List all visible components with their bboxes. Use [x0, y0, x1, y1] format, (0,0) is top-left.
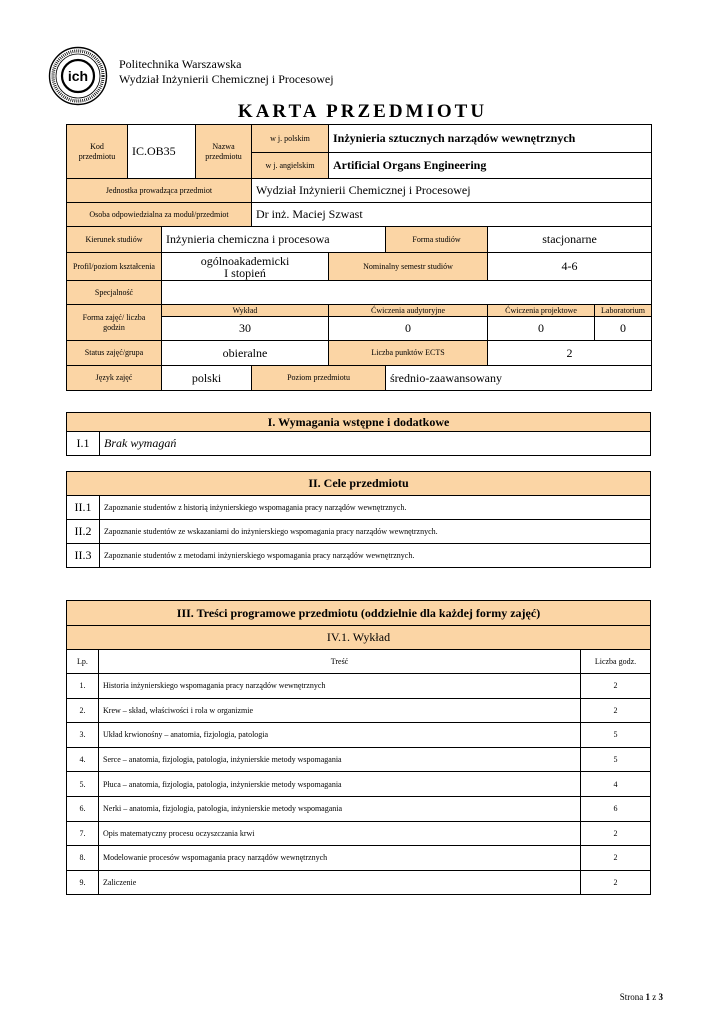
faculty-title: Wydział Inżynierii Chemicznej i Procesowej [119, 72, 334, 86]
row-text: Modelowanie procesów wspomagania pracy narządów wewnętrznych [99, 846, 581, 871]
kierunek-value: Inżynieria chemiczna i procesowa [162, 227, 386, 253]
poziom-label: Poziom przedmiotu [252, 366, 386, 391]
jezyk-label: Język zajęć [67, 366, 162, 391]
table-row [67, 821, 651, 846]
form-name-projektowe: Ćwiczenia projektowe [488, 305, 595, 317]
row-lp: 7. [67, 821, 99, 846]
forma-label: Forma studiów [386, 227, 488, 253]
footer-total: 3 [658, 992, 663, 1002]
goal-text: Zapoznanie studentów z historią inżynierskiego wspomagania pracy narządów wewnętrznych. [100, 496, 651, 520]
row-text: Opis matematyczny procesu oczyszczania krwi [99, 821, 581, 846]
ects-label: Liczba punktów ECTS [329, 341, 488, 366]
row-lp: 8. [67, 846, 99, 871]
form-name-audytoryjne: Ćwiczenia audytoryjne [329, 305, 488, 317]
kierunek-label: Kierunek studiów [67, 227, 162, 253]
content-rows [67, 674, 651, 895]
requirement-id: I.1 [67, 432, 100, 456]
footer-prefix: Strona [619, 992, 644, 1002]
goal-text: Zapoznanie studentów z metodami inżynierskiego wspomagania pracy narządów wewnętrznych. [100, 544, 651, 568]
specjalnosc-label: Specjalność [67, 281, 162, 305]
profil-value-1: ogólnoakademicki [200, 253, 290, 268]
semestr-label: Nominalny semestr studiów [329, 253, 488, 281]
page-footer [620, 992, 663, 1002]
row-hours: 6 [580, 796, 650, 821]
row-hours: 2 [580, 870, 650, 895]
page-title: KARTA PRZEDMIOTU [237, 101, 488, 122]
osoba-value: Dr inż. Maciej Szwast [252, 203, 652, 227]
row-lp: 2. [67, 698, 99, 723]
table-row [67, 772, 651, 797]
nazwa-label: Nazwa przedmiotu [196, 125, 252, 179]
row-text: Zaliczenie [99, 870, 581, 895]
specjalnosc-value [162, 281, 652, 305]
status-value: obieralne [162, 341, 329, 366]
row-text: Płuca – anatomia, fizjologia, patologia, inżynierskie metody wspomagania [99, 772, 581, 797]
jezyk-value: polski [162, 366, 252, 391]
osoba-label: Osoba odpowiedzialna za moduł/przedmiot [67, 203, 252, 227]
section-wymagania [66, 412, 651, 456]
forma-zajec-label: Forma zajęć/ liczba godzin [67, 305, 162, 341]
footer-page: 1 [645, 992, 650, 1002]
form-hours-laboratorium: 0 [595, 317, 652, 341]
goal-id: II.1 [67, 496, 100, 520]
goal-id: II.2 [67, 520, 100, 544]
jednostka-label: Jednostka prowadząca przedmiot [67, 179, 252, 203]
section-tresci [66, 600, 651, 895]
forma-value: stacjonarne [488, 227, 652, 253]
row-hours: 5 [580, 723, 650, 748]
row-lp: 4. [67, 747, 99, 772]
row-text: Historia inżynierskiego wspomagania pracy narządów wewnętrznych [99, 674, 581, 699]
section-cele [66, 471, 651, 568]
row-hours: 4 [580, 772, 650, 797]
table-row [67, 870, 651, 895]
university-name [119, 57, 334, 87]
profil-value-2: I stopień [224, 265, 266, 280]
status-label: Status zajęć/grupa [67, 341, 162, 366]
section-wymagania-title: I. Wymagania wstępne i dodatkowe [67, 413, 651, 432]
course-card-table [66, 124, 652, 391]
row-text: Nerki – anatomia, fizjologia, patologia, inżynierskie metody wspomagania [99, 796, 581, 821]
table-row [67, 846, 651, 871]
section-cele-title: II. Cele przedmiotu [67, 472, 651, 496]
svg-text:ich: ich [67, 68, 89, 84]
row-lp: 6. [67, 796, 99, 821]
row-hours: 2 [580, 821, 650, 846]
row-text: Serce – anatomia, fizjologia, patologia, inżynierskie metody wspomagania [99, 747, 581, 772]
section-tresci-subtitle: IV.1. Wykład [67, 626, 651, 650]
table-row [67, 796, 651, 821]
pl-value: Inżynieria sztucznych narządów wewnętrznych [329, 125, 652, 153]
semestr-value: 4-6 [488, 253, 652, 281]
section-tresci-title: III. Treści programowe przedmiotu (oddzielnie dla każdej formy zajęć) [67, 601, 651, 626]
poziom-value: średnio-zaawansowany [386, 366, 652, 391]
row-lp: 5. [67, 772, 99, 797]
row-hours: 5 [580, 747, 650, 772]
form-name-wyklad: Wykład [162, 305, 329, 317]
form-hours-projektowe: 0 [488, 317, 595, 341]
row-text: Układ krwionośny – anatomia, fizjologia, patologia [99, 723, 581, 748]
table-row [67, 698, 651, 723]
row-hours: 2 [580, 846, 650, 871]
row-lp: 1. [67, 674, 99, 699]
pl-label: w j. polskim [252, 125, 329, 153]
table-row [67, 674, 651, 699]
form-hours-wyklad: 30 [162, 317, 329, 341]
goal-text: Zapoznanie studentów ze wskazaniami do inżynierskiego wspomagania pracy narządów wewnętrznych. [100, 520, 651, 544]
row-lp: 9. [67, 870, 99, 895]
col-lp-header: Lp. [67, 650, 99, 674]
jednostka-value: Wydział Inżynierii Chemicznej i Procesowej [252, 179, 652, 203]
row-text: Krew – skład, właściwości i rola w organizmie [99, 698, 581, 723]
form-hours-audytoryjne: 0 [329, 317, 488, 341]
col-tresc-header: Treść [99, 650, 581, 674]
profil-value [162, 253, 329, 281]
profil-label: Profil/poziom kształcenia [67, 253, 162, 281]
university-title: Politechnika Warszawska [119, 57, 242, 71]
row-hours: 2 [580, 674, 650, 699]
table-row [67, 747, 651, 772]
goal-id: II.3 [67, 544, 100, 568]
kod-value: IC.OB35 [128, 125, 196, 179]
requirement-text: Brak wymagań [100, 432, 651, 456]
en-label: w j. angielskim [252, 153, 329, 179]
row-lp: 3. [67, 723, 99, 748]
university-logo [48, 46, 108, 106]
row-hours: 2 [580, 698, 650, 723]
ects-value: 2 [488, 341, 652, 366]
footer-sep: z [652, 992, 657, 1002]
table-row [67, 723, 651, 748]
kod-label: Kod przedmiotu [67, 125, 128, 179]
col-godz-header: Liczba godz. [580, 650, 650, 674]
en-value: Artificial Organs Engineering [329, 153, 652, 179]
form-name-laboratorium: Laboratorium [595, 305, 652, 317]
